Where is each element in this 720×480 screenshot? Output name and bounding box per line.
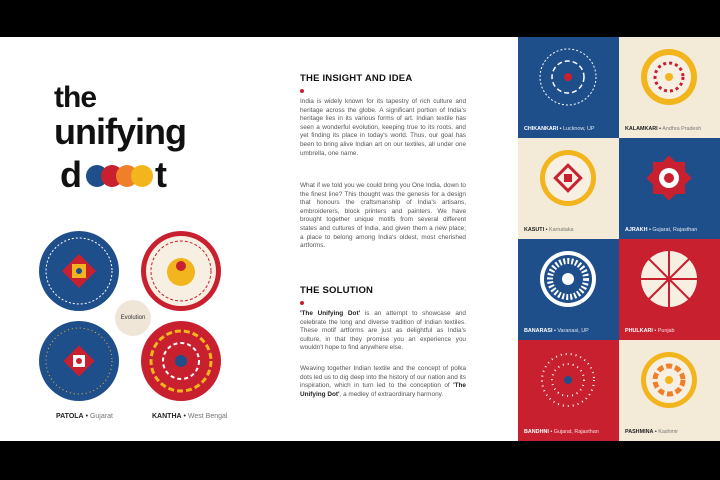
solution-dot (300, 301, 304, 305)
motif-grid (518, 37, 720, 441)
text-column (270, 37, 510, 441)
kantha-region: West Bengal (187, 413, 228, 420)
tile-region: Gujarat, Rajasthan (553, 429, 599, 435)
insight-heading: THE INSIGHT AND IDEA (300, 73, 413, 84)
tile-caption: BANDHNI • Gujarat, Rajasthan (524, 429, 599, 435)
tile-region: Karnataka (548, 227, 574, 233)
insight-paragraph-1: India is widely known for its tapestry of rich culture and heritage across the globe. A significant portion of India's heritage lies in its various forms of art. Indian textile has seen a wonderful evolution, keeping true to its roots, and yet finding its place in today's world. Thus, our goal has been to bring alive Indian art on our textiles, all under one umbrella, one name. (300, 98, 466, 157)
patola-motif-blue-top (38, 230, 120, 312)
tile-region: Varanasi, UP (557, 328, 589, 334)
banarasi-motif (538, 249, 598, 309)
tile-region: Gujarat, Rajasthan (652, 227, 698, 233)
tile-region: Punjab (657, 328, 675, 334)
evolution-badge: Evolution (115, 300, 151, 336)
solution-paragraph-1 (300, 310, 466, 353)
kasuti-motif (538, 148, 598, 208)
kantha-caption: KANTHA • West Bengal (152, 413, 228, 420)
tile-name: KALAMKARI (625, 126, 658, 132)
patola-name: PATOLA (56, 413, 84, 420)
pashmina-motif (639, 350, 699, 410)
tile-name: CHIKANKARI (524, 126, 559, 132)
tile-bandhni (518, 340, 619, 441)
solution-p2-b: , a medley of extraordinary harmony. (339, 390, 444, 398)
tile-kalamkari (619, 37, 720, 138)
tile-caption: KASUTI • Karnataka (524, 227, 574, 233)
tile-pashmina (619, 340, 720, 441)
logo-line-1: the (54, 81, 96, 114)
unifying-dot-logo (54, 83, 214, 208)
left-column (0, 37, 260, 441)
ajrakh-motif (639, 148, 699, 208)
tile-region: Andhra Pradesh (662, 126, 702, 132)
logo-line-2: unifying (54, 111, 186, 152)
tile-region: Kashmir (658, 429, 679, 435)
solution-paragraph-2 (300, 365, 466, 399)
tile-chikankari (518, 37, 619, 138)
brochure-page (0, 37, 720, 441)
tile-ajrakh (619, 138, 720, 239)
solution-heading: THE SOLUTION (300, 285, 374, 296)
tile-caption: BANARASI • Varanasi, UP (524, 328, 589, 334)
solution-p1-bold: 'The Unifying Dot' (300, 310, 361, 317)
tile-name: PASHMINA (625, 429, 654, 435)
solution-p1-rest: is an attempt to showcase and celebrate the long and diverse tradition of Indian textiles. These motif artforms are just as delightful as India's culture, in that they promise you an experience you wouldn't hope to find anywhere else. (300, 310, 466, 352)
tile-phulkari (619, 239, 720, 340)
logo-dot-word (60, 155, 210, 195)
tile-name: BANDHNI (524, 429, 549, 435)
chikankari-motif (538, 47, 598, 107)
patola-motif-blue-bottom (38, 320, 120, 402)
bandhni-motif (538, 350, 598, 410)
tile-banarasi (518, 239, 619, 340)
kantha-name: KANTHA (152, 413, 182, 420)
solution-p2-bold: 'The Unifying Dot' (300, 382, 466, 398)
tile-name: BANARASI (524, 328, 553, 334)
tile-caption: PASHMINA • Kashmir (625, 429, 679, 435)
tile-name: AJRAKH (625, 227, 648, 233)
tile-name: PHULKARI (625, 328, 653, 334)
tile-caption: AJRAKH • Gujarat, Rajasthan (625, 227, 698, 233)
svg-text:t: t (155, 155, 167, 195)
svg-text:d: d (60, 155, 82, 195)
kalamkari-motif (639, 47, 699, 107)
kantha-motif-red-bottom (140, 320, 222, 402)
phulkari-motif (639, 249, 699, 309)
tile-caption: KALAMKARI • Andhra Pradesh (625, 126, 702, 132)
tile-caption: CHIKANKARI • Lucknow, UP (524, 126, 595, 132)
kantha-motif-cream-top (140, 230, 222, 312)
tile-kasuti (518, 138, 619, 239)
tile-region: Lucknow, UP (563, 126, 595, 132)
insight-paragraph-2: What if we told you we could bring you One India, down to the finest line? This thought was the genesis for a design that honours the craftsmanship of India's artisans, embroiderers, block printers and painters. We have brought together unique motifs from several different states and cultures of India, and given them a new place; a place to belong among India's oldest, most cherished artforms. (300, 182, 466, 250)
tile-caption: PHULKARI • Punjab (625, 328, 675, 334)
solution-p2-a: Weaving together Indian textile and the concept of polka dots led us to dig deep into the history of our nation and its inspiration, which in turn led to the conception of (300, 365, 466, 390)
tile-name: KASUTI (524, 227, 545, 233)
insight-dot (300, 89, 304, 93)
patola-region: Gujarat (89, 413, 113, 420)
patola-caption: PATOLA • Gujarat (56, 413, 113, 420)
